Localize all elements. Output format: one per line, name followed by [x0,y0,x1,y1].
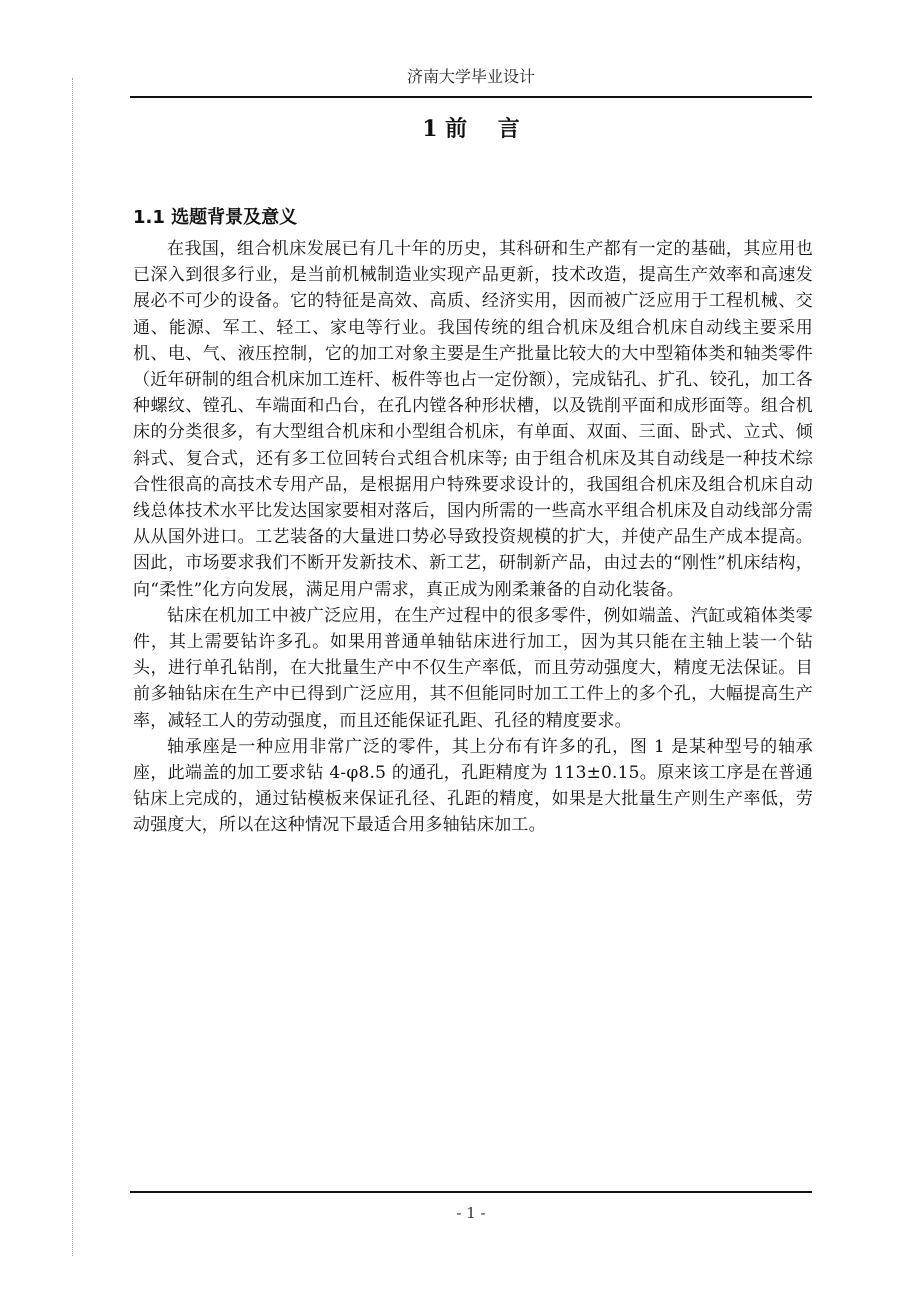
header-rule [130,96,812,98]
page-number: - 1 - [456,1204,486,1222]
chapter-title: 1 前 言 [422,116,520,142]
paragraph-2: 钻床在机加工中被广泛应用，在生产过程中的很多零件，例如端盖、汽缸或箱体类零件，其上需要钻许多孔。如果用普通单轴钻床进行加工，因为其只能在主轴上装一个钻头，进行单孔钻削，在大批量生产中不仅生产率低，而且劳动强度大，精度无法保证。目前多轴钻床在生产中已得到广泛应用，其不但能同时加工工件上的多个孔，大幅提高生产率，减轻工人的劳动强度，而且还能保证孔距、孔径的精度要求。 [133,605,813,731]
paragraph-1: 在我国，组合机床发展已有几十年的历史，其科研和生产都有一定的基础，其应用也已深入到很多行业，是当前机械制造业实现产品更新，技术改造，提高生产效率和高速发展必不可少的设备。它的特征是高效、高质、经济实用，因而被广泛应用于工程机械、交通、能源、军工、轻工、家电等行业。我国传统的组合机床及组合机床自动线主要采用机、电、气、液压控制，它的加工对象主要是生产批量比较大的大中型箱体类和轴类零件（近年研制的组合机床加工连杆、板件等也占一定份额），完成钻孔、扩孔、铰孔，加工各种螺纹、镗孔、车端面和凸台，在孔内镗各种形状槽，以及铣削平面和成形面等。组合机床的分类很多，有大型组合机床和小型组合机床，有单面、双面、三面、卧式、立式、倾斜式、复合式，还有多工位回转台式组合机床等; 由于组合机床及其自动线是一种技术综合性很高的高技术专用产品，是根据用户特殊要求设计的，我国组合机床及组合机床自动线总体技术水平比发达国家要相对落后，国内所需的一些高水平组合机床及自动线部分需从从国外进口。工艺装备的大量进口势必导致投资规模的扩大，并使产品生产成本提高。因此，市场要求我们不断开发新技术、新工艺，研制新产品，由过去的“刚性”机床结构，向“柔性”化方向发展，满足用户需求，真正成为刚柔兼备的自动化装备。 [133,239,813,600]
footer-rule [130,1191,812,1193]
paragraph-3: 轴承座是一种应用非常广泛的零件，其上分布有许多的孔，图 1 是某种型号的轴承座，此端盖的加工要求钻 4-φ8.5 的通孔，孔距精度为 113±0.15。原来该工序是在普通钻床上完成的，通过钻模板来保证孔径、孔距的精度，如果是大批量生产则生产率低，劳动强度大，所以在这种情况下最适合用多轴钻床加工。 [133,736,813,836]
body-text [133,236,813,839]
section-heading: 1.1 选题背景及意义 [133,207,298,228]
binding-margin-line [72,78,73,1256]
running-header: 济南大学毕业设计 [406,67,535,86]
